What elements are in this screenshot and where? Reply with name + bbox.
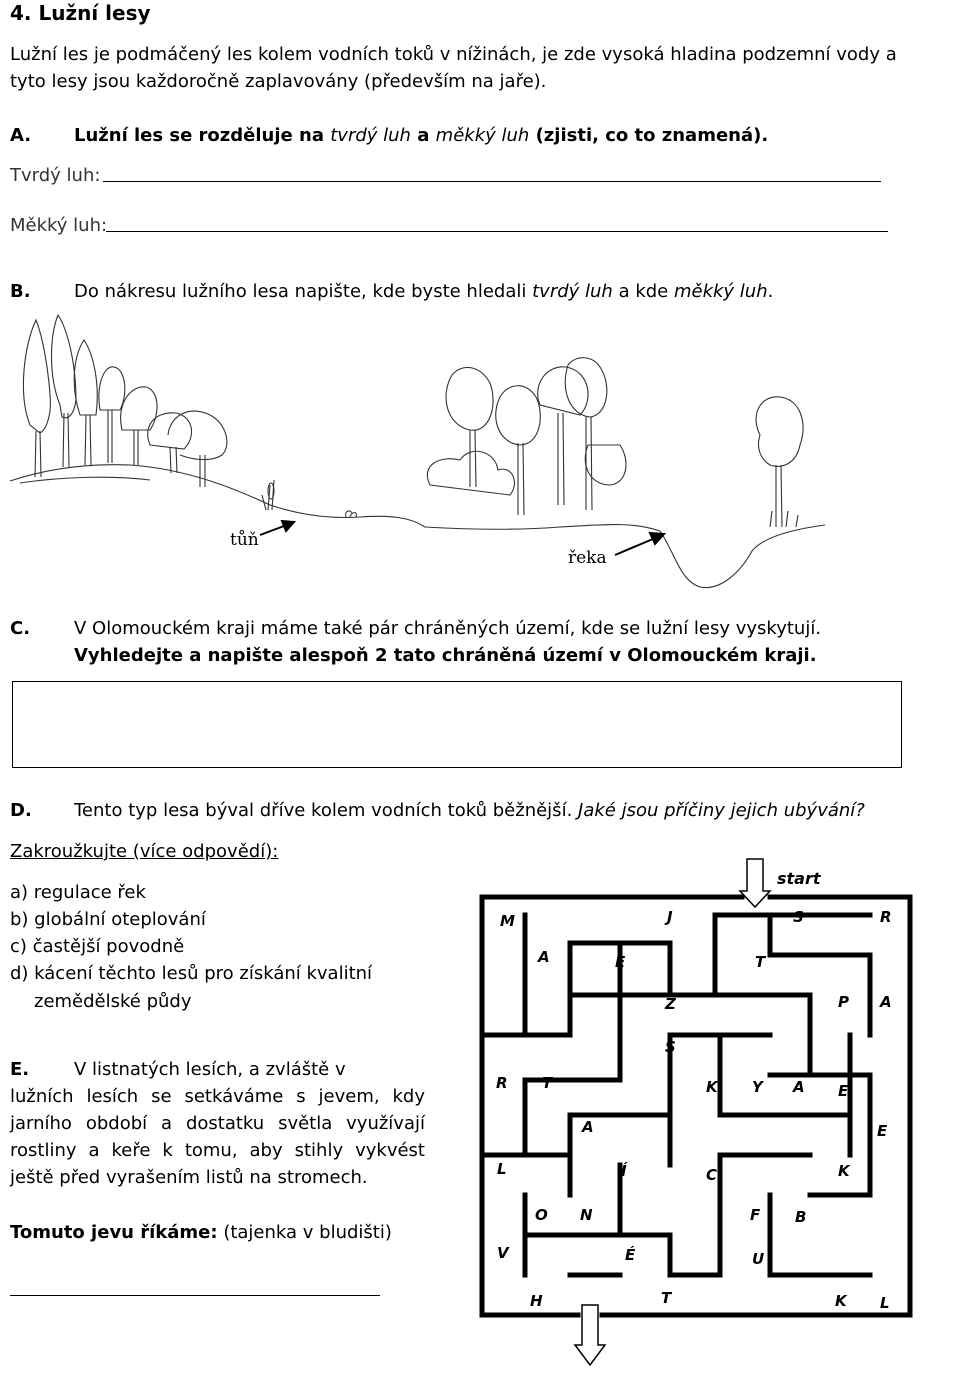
section-d-question: Jaké jsou příčiny jejich ubývání?: [578, 800, 865, 821]
option-c[interactable]: c) častější povodně: [10, 936, 185, 957]
section-a-i1: tvrdý luh: [330, 125, 411, 146]
maze-letter: H: [530, 1292, 543, 1310]
maze-letter: A: [582, 1118, 594, 1136]
section-b-text: [74, 281, 773, 303]
maze-letter: K: [838, 1162, 850, 1180]
section-e-answer-prompt: [10, 1222, 392, 1244]
section-a-i2: měkký luh: [435, 125, 530, 146]
label-tun: tůň: [230, 530, 259, 550]
section-a-t2: a: [410, 125, 436, 146]
maze-letter: P: [838, 993, 849, 1011]
section-a-letter: A.: [10, 125, 32, 146]
maze-letter: S: [665, 1038, 676, 1056]
maze-letter: O: [535, 1206, 548, 1224]
maze-letter: N: [580, 1206, 593, 1224]
section-b-letter: B.: [10, 281, 31, 302]
maze-letter: K: [835, 1292, 847, 1310]
section-c-line-2: Vyhledejte a napište alespoň 2 tato chráněná území v Olomouckém kraji.: [74, 645, 817, 666]
maze-letter: M: [500, 912, 515, 930]
section-a-text: [74, 125, 768, 147]
section-e-answer-rest: (tajenka v bludišti): [217, 1222, 392, 1243]
section-e-line-2: jarního období a dostatku světla využívají: [10, 1113, 425, 1134]
tajenka-answer-line[interactable]: [10, 1295, 380, 1296]
option-a[interactable]: a) regulace řek: [10, 882, 146, 903]
maze-letter: L: [880, 1294, 890, 1312]
maze-letter: E: [615, 953, 626, 971]
tvrdy-luh-label: Tvrdý luh:: [10, 165, 101, 186]
section-a-t3: (zjisti, co to znamená).: [529, 125, 769, 146]
maze-letter: B: [795, 1208, 807, 1226]
section-b-t3: .: [767, 281, 774, 302]
maze-start-label: start: [777, 869, 821, 888]
maze-letter: E: [877, 1122, 888, 1140]
tvrdy-luh-answer-line[interactable]: [103, 181, 881, 182]
section-d-t1: Tento typ lesa býval dříve kolem vodních toků běžnější.: [74, 800, 579, 821]
section-b-t2: a kde: [612, 281, 674, 302]
maze-letter: E: [838, 1082, 849, 1100]
section-d-letter: D.: [10, 800, 32, 821]
option-d-cont: zemědělské půdy: [34, 991, 192, 1012]
maze-letter: Z: [665, 995, 676, 1013]
section-c-line-1: V Olomouckém kraji máme také pár chráněných území, kde se lužní lesy vyskytují.: [74, 618, 822, 639]
label-reka: řeka: [568, 548, 607, 568]
maze-letter: L: [497, 1160, 507, 1178]
mekky-luh-answer-line[interactable]: [106, 231, 888, 232]
section-e-line-3: rostliny a keře k tomu, aby stihly vykvést: [10, 1140, 425, 1161]
maze-letter: J: [667, 908, 673, 926]
maze-letter: R: [496, 1074, 508, 1092]
intro-line-2: tyto lesy jsou každoročně zaplavovány (především na jaře).: [10, 71, 547, 92]
section-b-i1: tvrdý luh: [532, 281, 613, 302]
maze-letter: Í: [621, 1162, 627, 1180]
maze-letter: T: [542, 1074, 553, 1092]
section-d-instruction: Zakroužkujte (více odpovědí):: [10, 841, 279, 862]
section-e-first: V listnatých lesích, a zvláště v: [74, 1059, 346, 1080]
maze-letter: A: [793, 1078, 805, 1096]
answer-box[interactable]: [12, 681, 902, 768]
section-d-text: [74, 800, 865, 822]
maze-letter: É: [625, 1246, 636, 1264]
maze-letter: U: [752, 1250, 765, 1268]
maze-letter: V: [497, 1244, 509, 1262]
section-b-t1: Do nákresu lužního lesa napište, kde byste hledali: [74, 281, 533, 302]
maze-letter: K: [706, 1078, 718, 1096]
maze-letter: T: [661, 1289, 672, 1307]
section-e-line-4: ještě před vyrašením listů na stromech.: [10, 1167, 368, 1188]
intro-line-1: Lužní les je podmáčený les kolem vodních toků v nížinách, je zde vysoká hladina podzemní vody a: [10, 44, 897, 65]
maze-letter: T: [755, 953, 766, 971]
page-title: 4. Lužní lesy: [10, 1, 151, 25]
section-c-letter: C.: [10, 618, 31, 639]
option-d[interactable]: d) kácení těchto lesů pro získání kvalitní: [10, 963, 373, 984]
section-e-line-1: lužních lesích se setkáváme s jevem, kdy: [10, 1086, 425, 1107]
mekky-luh-label: Měkký luh:: [10, 215, 108, 236]
maze-letter: Y: [752, 1078, 763, 1096]
option-b[interactable]: b) globální oteplování: [10, 909, 206, 930]
maze-letter: F: [750, 1206, 761, 1224]
maze-letter: C: [706, 1166, 718, 1184]
section-e-letter: E.: [10, 1059, 30, 1080]
section-b-i2: měkký luh: [673, 281, 768, 302]
section-e-answer-bold: Tomuto jevu říkáme:: [10, 1222, 218, 1243]
section-a-t1: Lužní les se rozděluje na: [74, 125, 331, 146]
maze-letter: A: [880, 993, 892, 1011]
maze-letter: R: [880, 908, 892, 926]
maze-letter: A: [538, 948, 550, 966]
floodplain-drawing: [0, 305, 960, 605]
maze-letter: S: [793, 908, 804, 926]
